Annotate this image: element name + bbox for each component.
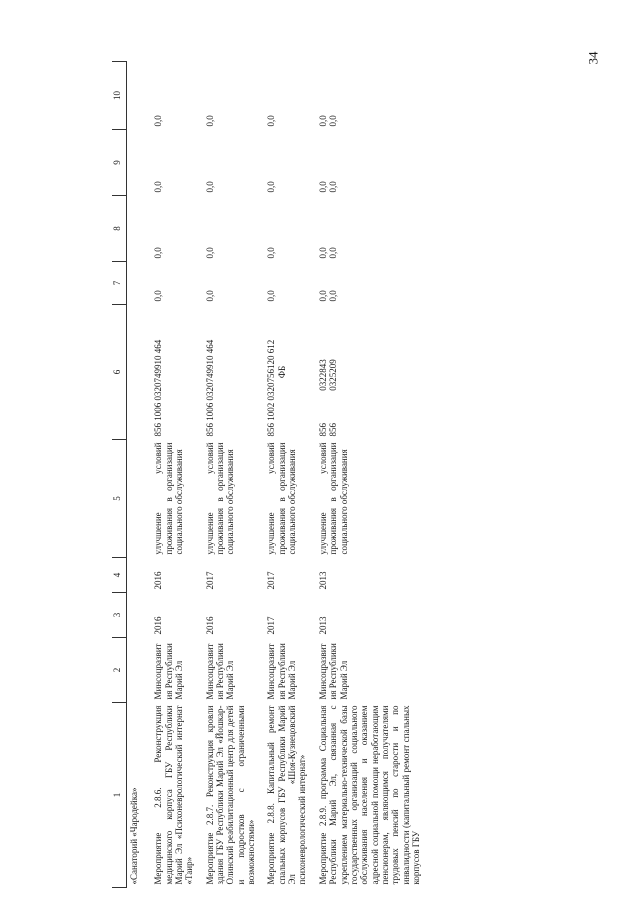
col-header: 9 [112, 130, 127, 196]
executor: Минсоцразвития Республики Марий Эл [204, 643, 236, 700]
page-number: 34 [585, 51, 600, 65]
value-cell: 0,0 [153, 115, 164, 127]
budget-code-line: 856 [317, 423, 328, 437]
col-header: 4 [112, 558, 127, 593]
value-line: 0,0 [317, 247, 328, 259]
budget-code-line: 0322843 [317, 359, 328, 391]
expected-result: улучшение условий проживания в организации социального обслуживания [317, 442, 349, 555]
measure-name: Мероприятие 2.8.7. Реконструкция кровли здания ГБУ Республики Марий Эл «Йошкар-Олинский реабилитационный центр для детей и подростков с ограниченными возможностями» [204, 705, 257, 885]
end-year: 2017 [204, 571, 215, 590]
measure-name: Мероприятие 2.8.9. программа Социальная Республики Марий Эл, связанная с укреплением материально-технической базы государственных организаций социального обслуживания населения и оказанием адресной социальной помощи неработающим пенсионерам, являющимся получателями трудовых пенсий по старости и по инвалидности (капитальный ремонт спальных корпусов ГБУ [317, 705, 421, 885]
value-line: 0,0 [317, 115, 328, 127]
column-number-header [112, 62, 127, 888]
start-year: 2016 [153, 616, 164, 635]
value-cell: 0,0 [204, 181, 215, 193]
value-cell: 0,0 [153, 247, 164, 259]
value-line: 0,0 [328, 247, 339, 259]
budget-code-line: 856 [328, 423, 339, 437]
value-line: 0,0 [328, 290, 339, 302]
funding-source: ФБ [276, 365, 287, 379]
col-header: 3 [112, 593, 127, 638]
value-line: 0,0 [328, 181, 339, 193]
budget-code: 856 1006 0320749910 464 [204, 339, 215, 437]
col-header: 5 [112, 440, 127, 558]
start-year: 2013 [317, 616, 328, 635]
table-row [141, 62, 198, 888]
budget-code [260, 305, 311, 440]
budget-code-group [318, 359, 339, 391]
value-cell: 0,0 [153, 181, 164, 193]
budget-code-line: 0325209 [328, 359, 339, 391]
executor: Минсоцразвития Республики Марий Эл [317, 643, 349, 700]
value-cell: 0,0 [204, 290, 215, 302]
expected-result: улучшение условий проживания в организации социального обслуживания [153, 442, 185, 555]
col-header: 7 [112, 262, 127, 305]
end-year: 2013 [317, 571, 328, 590]
value-line: 0,0 [317, 290, 328, 302]
budget-code [312, 305, 425, 440]
value-cell: 0,0 [266, 181, 277, 193]
program-table [112, 61, 425, 888]
table-row [312, 62, 425, 888]
end-year: 2017 [266, 571, 277, 590]
executor: Минсоцразвития Республики Марий Эл [266, 643, 298, 700]
value-cell [312, 130, 425, 196]
expected-result: улучшение условий проживания в организации социального обслуживания [204, 442, 236, 555]
value-line: 0,0 [328, 115, 339, 127]
col-header: 6 [112, 305, 127, 440]
value-cell [312, 262, 425, 305]
measure-name: Мероприятие 2.8.8. Капитальный ремонт спальных корпусов ГБУ Республики Марий Эл «Шоя-Кузнецовский психоневрологический интернат» [266, 705, 308, 885]
budget-code: 856 1006 0320749910 464 [153, 339, 164, 437]
budget-code-line: 856 1002 0320756120 612 [266, 339, 277, 437]
value-cell: 0,0 [266, 247, 277, 259]
budget-code-group [318, 423, 339, 437]
start-year: 2016 [204, 616, 215, 635]
value-cell [312, 62, 425, 130]
end-year: 2016 [153, 571, 164, 590]
value-cell: 0,0 [266, 115, 277, 127]
rotated-table-container [112, 62, 628, 888]
table-row [260, 62, 311, 888]
executor: Минсоцразвития Республики Марий Эл [153, 643, 185, 700]
table-row [199, 62, 261, 888]
col-header: 1 [112, 703, 127, 888]
value-cell: 0,0 [204, 247, 215, 259]
col-header: 10 [112, 62, 127, 130]
section-row [127, 62, 142, 888]
col-header: 8 [112, 196, 127, 262]
section-title: «Санаторий «Чародейка» [129, 787, 139, 885]
value-cell: 0,0 [153, 290, 164, 302]
value-line: 0,0 [317, 181, 328, 193]
value-cell: 0,0 [204, 115, 215, 127]
start-year: 2017 [266, 616, 277, 635]
col-header: 2 [112, 638, 127, 703]
measure-name: Мероприятие 2.8.6. Реконструкция медицинского корпуса ГБУ Республики Марий Эл «Психоневрологический интернат «Таир» [153, 705, 195, 885]
value-cell: 0,0 [266, 290, 277, 302]
value-cell [312, 196, 425, 262]
expected-result: улучшение условий проживания в организации социального обслуживания [266, 442, 298, 555]
